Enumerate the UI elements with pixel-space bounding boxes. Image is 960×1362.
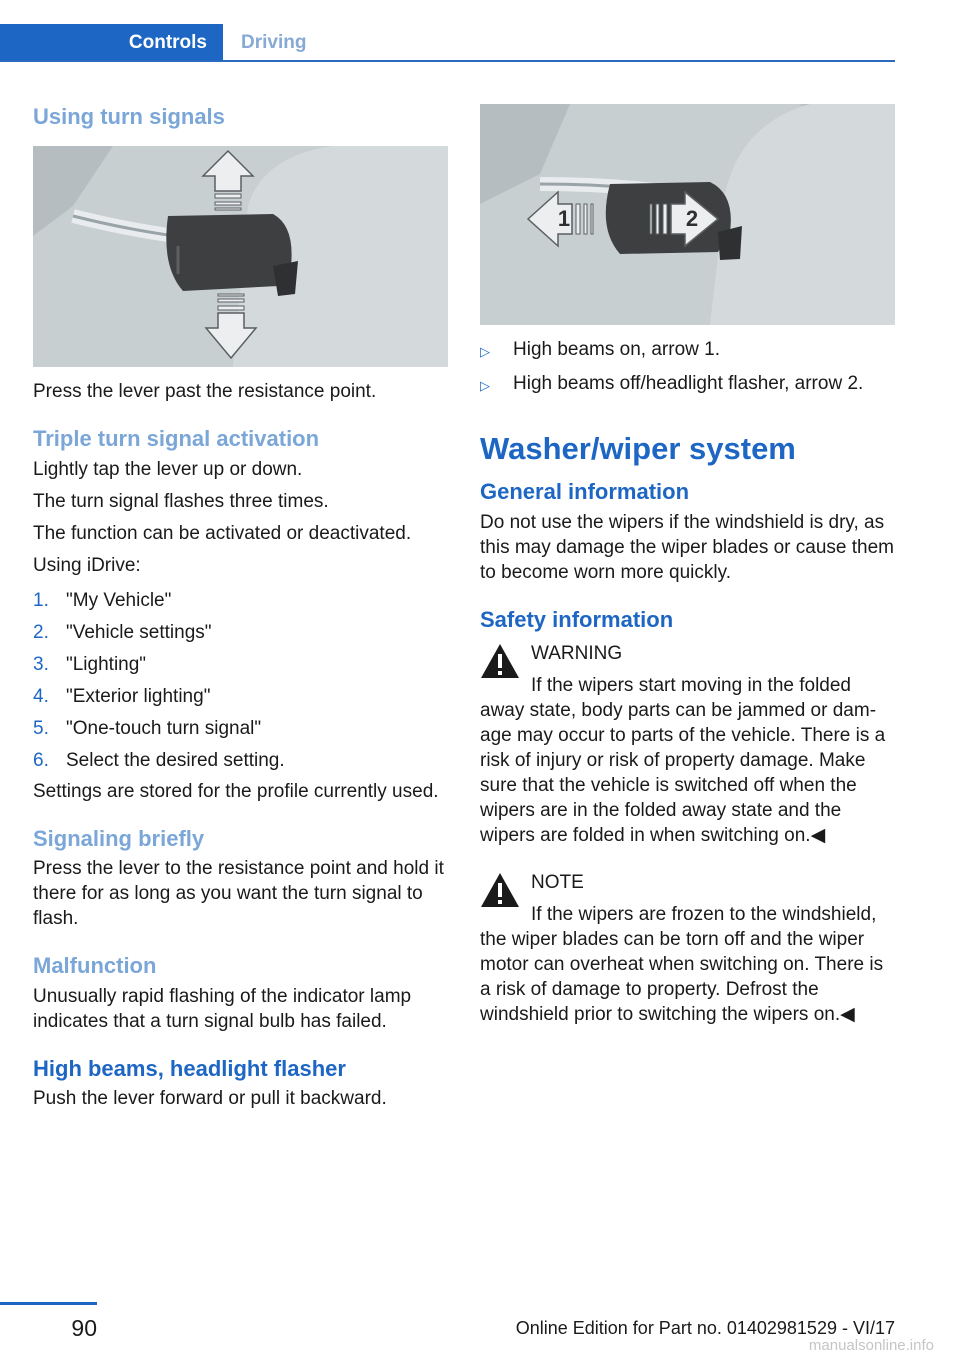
note-text: the wiper blades can be torn off and the wiper motor can overheat when switching on. There is a risk of damage to property. Defrost the windshield prior to switching the wipers on.◀ [480, 928, 884, 1025]
general-information-heading: General information [480, 479, 690, 505]
step-text: Select the desired setting. [66, 749, 285, 771]
triple-paragraph-3: The function can be activated or deactivated. [33, 522, 412, 544]
step-number: 5. [33, 717, 49, 739]
warning-first-line: If the wipers start moving in the folded [531, 674, 851, 696]
page-number: 90 [71, 1315, 97, 1341]
tab-driving[interactable] [241, 24, 306, 62]
settings-note: Settings are stored for the profile currently used. [33, 780, 439, 802]
malfunction-heading: Malfunction [33, 953, 157, 979]
header-tabs [0, 24, 895, 62]
figure-caption: Press the lever past the resistance point. [33, 381, 377, 403]
high-beam-lever-figure [480, 104, 895, 325]
high-beams-paragraph: Push the lever forward or pull it backward. [33, 1087, 387, 1109]
step-number: 4. [33, 685, 49, 707]
list-item [33, 652, 448, 677]
note-icon [480, 872, 520, 908]
triangle-bullet-icon: ▷ [480, 378, 490, 393]
note-first-line: If the wipers are frozen to the windshield, [531, 903, 877, 925]
list-item [480, 337, 895, 364]
header-rule [0, 60, 895, 62]
warning-label: WARNING [531, 642, 623, 664]
list-item [33, 620, 448, 645]
signaling-paragraph: Press the lever to the resistance point and hold it there for as long as you want the turn signal to flash. [33, 858, 444, 930]
malfunction-paragraph: Unusually rapid flashing of the indicator lamp indicates that a turn signal bulb has failed. [33, 985, 412, 1032]
note-block [480, 870, 895, 1027]
list-item [480, 371, 895, 398]
list-item [33, 716, 448, 741]
list-item [33, 748, 448, 773]
footer-rule [0, 1302, 97, 1305]
step-number: 1. [33, 589, 49, 611]
step-number: 2. [33, 621, 49, 643]
tab-driving-label: Driving [241, 32, 307, 53]
high-beams-heading: High beams, headlight flasher [33, 1055, 346, 1081]
note-label: NOTE [531, 871, 584, 893]
arrow-2-label: 2 [685, 206, 699, 231]
washer-wiper-heading: Washer/wiper system [480, 431, 796, 466]
high-beam-lever-illustration [480, 104, 895, 325]
list-item [33, 684, 448, 709]
edition-text: Online Edition for Part no. 01402981529 - VI/17 [515, 1318, 895, 1338]
step-text: "Exterior lighting" [66, 685, 211, 707]
signaling-briefly-heading: Signaling briefly [33, 825, 205, 851]
warning-block [480, 641, 895, 848]
tab-controls-label: Controls [128, 32, 207, 53]
idrive-steps-list [33, 588, 448, 773]
turn-signal-lever-illustration [33, 146, 448, 367]
high-beam-bullets [480, 337, 895, 398]
bullet-text: High beams on, arrow 1. [513, 339, 720, 360]
triple-paragraph-4: Using iDrive: [33, 554, 141, 576]
right-column [480, 104, 895, 1027]
arrow-1-label: 1 [557, 206, 571, 231]
warning-text: away state, body parts can be jammed or dam‐age may occur to parts of the vehicle. There is a risk of injury or risk of property damage. Make sure that the vehicle is switched off when the wipers are in the folded away state and the wipers are folded in when switching on.◀ [480, 699, 886, 846]
tab-controls[interactable] [0, 24, 223, 62]
step-text: "Lighting" [66, 653, 147, 675]
general-paragraph: Do not use the wipers if the windshield is dry, as this may damage the wiper blades or cause them to become worn more quickly. [480, 511, 894, 583]
step-text: "Vehicle settings" [66, 621, 212, 643]
watermark: manualsonline.info [808, 1337, 934, 1354]
warning-icon [480, 643, 520, 679]
step-text: "One-touch turn signal" [66, 717, 262, 739]
left-column [33, 100, 448, 1111]
step-text: "My Vehicle" [66, 589, 172, 611]
list-item [33, 588, 448, 613]
safety-information-heading: Safety information [480, 606, 674, 632]
bullet-text: High beams off/headlight flasher, arrow 2. [513, 373, 864, 394]
triple-paragraph-1: Lightly tap the lever up or down. [33, 458, 303, 480]
turn-signal-lever-figure [33, 146, 448, 367]
triangle-bullet-icon: ▷ [480, 344, 490, 359]
step-number: 3. [33, 653, 49, 675]
triple-paragraph-2: The turn signal flashes three times. [33, 490, 329, 512]
using-turn-signals-heading: Using turn signals [33, 104, 225, 129]
step-number: 6. [33, 749, 49, 771]
triple-turn-signal-heading: Triple turn signal activation [33, 426, 320, 452]
